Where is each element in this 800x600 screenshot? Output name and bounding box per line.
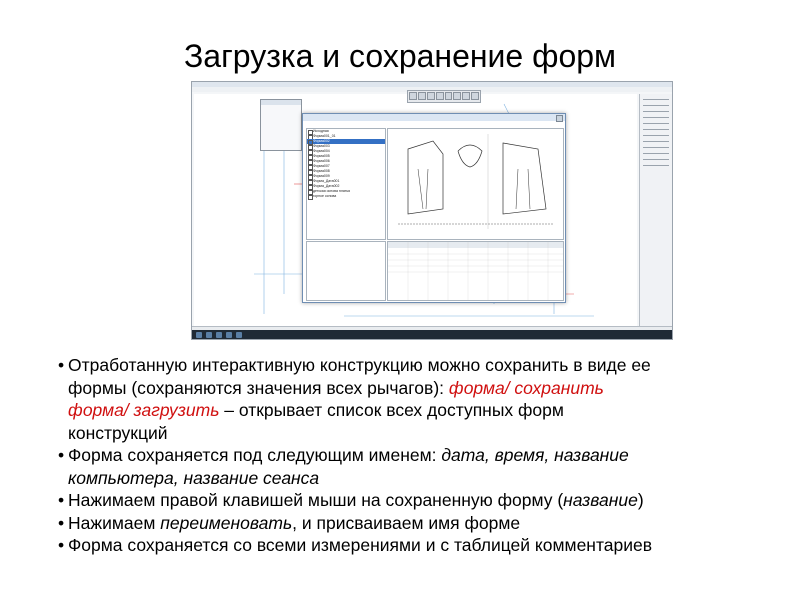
tool-button[interactable] — [462, 92, 470, 100]
app-icon[interactable] — [206, 332, 212, 338]
list-item[interactable]: детская основа платья — [307, 189, 385, 194]
app-icon[interactable] — [226, 332, 232, 338]
pattern-preview — [387, 128, 564, 240]
tool-button[interactable] — [409, 92, 417, 100]
bullet-continuation: форма/ загрузить – открывает список всех доступных форм — [68, 400, 564, 420]
tool-button[interactable] — [453, 92, 461, 100]
bullet-item: • Отработанную интерактивную конструкцию можно сохранить в виде ее — [58, 354, 758, 377]
bullet-continuation: конструкций — [68, 422, 168, 443]
bullet-list — [58, 354, 758, 557]
bullet-item: • Нажимаем правой клавишей мыши на сохраненную форму (название) — [58, 489, 758, 512]
list-item[interactable]: Форма003 — [307, 144, 385, 149]
list-item[interactable]: Исходная — [307, 129, 385, 134]
measurements-grid — [388, 242, 563, 300]
forms-dialog — [302, 113, 566, 303]
list-item[interactable]: Форма001_01 — [307, 134, 385, 139]
list-item[interactable]: Форма009 — [307, 174, 385, 179]
app-icon[interactable] — [216, 332, 222, 338]
menu-path-load: форма/ загрузить — [68, 400, 220, 420]
sizes-list — [306, 241, 386, 301]
list-item[interactable]: Форма002 — [307, 139, 385, 144]
dialog-header — [303, 114, 565, 121]
list-item[interactable]: Форма_Дата001 — [307, 179, 385, 184]
app-screenshot — [191, 81, 673, 340]
list-item[interactable]: Форма006 — [307, 159, 385, 164]
tool-button[interactable] — [427, 92, 435, 100]
taskbar — [192, 330, 673, 339]
close-icon[interactable] — [556, 115, 563, 122]
small-window — [260, 99, 302, 151]
app-icon[interactable] — [236, 332, 242, 338]
bullet-continuation: компьютера, название сеанса — [68, 467, 320, 488]
start-icon[interactable] — [196, 332, 202, 338]
bullet-continuation: формы (сохраняются значения всех рычагов): форма/ сохранить — [68, 377, 604, 398]
tool-button[interactable] — [445, 92, 453, 100]
list-item[interactable]: Форма005 — [307, 154, 385, 159]
right-panel — [639, 94, 672, 326]
forms-list — [306, 128, 386, 240]
bullet-item: • Форма сохраняется со всеми измерениями и с таблицей комментариев — [58, 534, 758, 557]
list-item[interactable]: Форма_Дата002 — [307, 184, 385, 189]
floating-toolbar — [407, 90, 481, 103]
list-item[interactable]: Форма004 — [307, 149, 385, 154]
bullet-item: • Нажимаем переименовать, и присваиваем имя форме — [58, 512, 758, 535]
list-item[interactable]: Форма007 — [307, 164, 385, 169]
slide-title: Загрузка и сохранение форм — [183, 38, 617, 74]
tool-button[interactable] — [418, 92, 426, 100]
list-item[interactable]: Форма008 — [307, 169, 385, 174]
tool-button[interactable] — [471, 92, 479, 100]
measurements-table — [387, 241, 564, 301]
tool-button[interactable] — [436, 92, 444, 100]
list-item[interactable]: горное основа — [307, 194, 385, 199]
bullet-item: • Форма сохраняется под следующим именем: дата, время, название — [58, 444, 758, 467]
pattern-preview-drawing — [388, 129, 563, 239]
menu-path-save: форма/ сохранить — [448, 377, 604, 398]
